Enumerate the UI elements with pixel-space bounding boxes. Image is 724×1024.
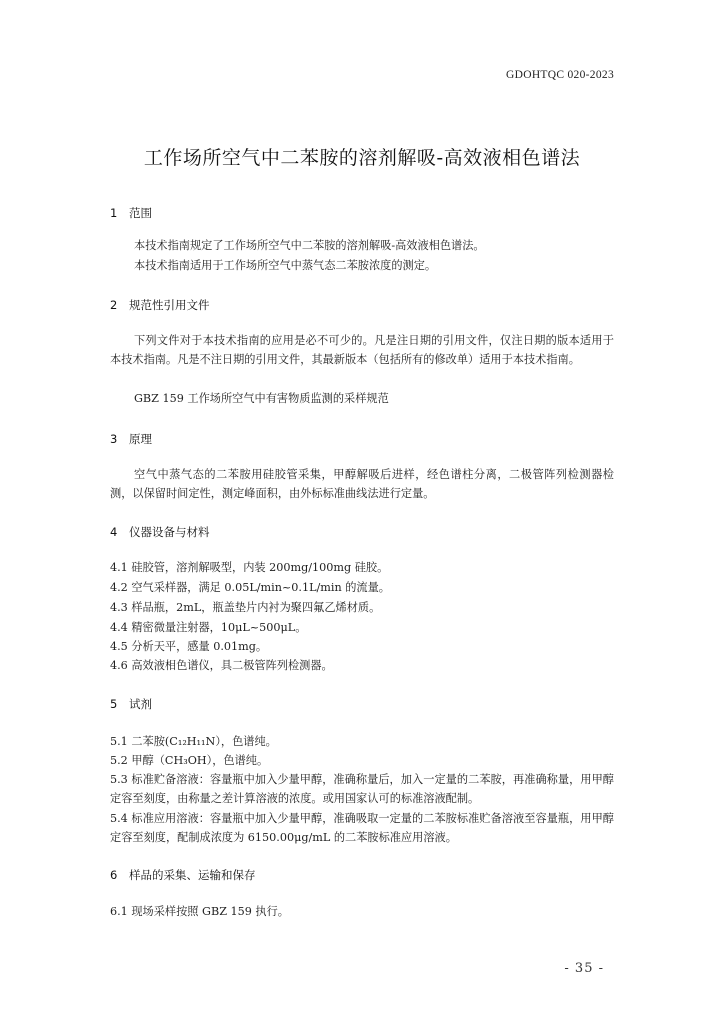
section-number: 5: [110, 697, 118, 711]
section-title: 仪器设备与材料: [129, 525, 210, 539]
section-heading-4: [110, 524, 210, 540]
list-item: 5.4 标准应用溶液：容量瓶中加入少量甲醇，准确吸取一定量的二苯胺标准贮备溶液至容量瓶，用甲醇定容至刻度，配制成浓度为 6150.00μg/mL 的二苯胺标准应用溶液。: [110, 812, 614, 844]
paragraph: 本技术指南适用于工作场所空气中蒸气态二苯胺浓度的测定。: [134, 259, 437, 272]
section-heading-6: [110, 867, 256, 883]
section-title: 原理: [129, 432, 152, 446]
list-item: 4.6 高效液相色谱仪，具二极管阵列检测器。: [110, 659, 333, 672]
list-item: 4.4 精密微量注射器，10μL~500μL。: [110, 621, 307, 634]
section-number: 1: [110, 206, 118, 220]
document-title: 工作场所空气中二苯胺的溶剂解吸-高效液相色谱法: [143, 147, 581, 169]
paragraph: 空气中蒸气态的二苯胺用硅胶管采集，甲醇解吸后进样，经色谱柱分离，二极管阵列检测器检测，以保留时间定性，测定峰面积，由外标标准曲线法进行定量。: [110, 468, 614, 500]
list-item: 6.1 现场采样按照 GBZ 159 执行。: [110, 905, 289, 918]
section-number: 2: [110, 298, 118, 312]
list-item: 4.3 样品瓶，2mL，瓶盖垫片内衬为聚四氟乙烯材质。: [110, 601, 381, 614]
paragraph: 本技术指南规定了工作场所空气中二苯胺的溶剂解吸-高效液相色谱法。: [134, 239, 485, 252]
section-heading-5: [110, 696, 152, 712]
list-item: 4.1 硅胶管，溶剂解吸型，内装 200mg/100mg 硅胶。: [110, 561, 389, 574]
list-item: 4.5 分析天平，感量 0.01mg。: [110, 640, 268, 653]
list-item: 5.1 二苯胺(C₁₂H₁₁N），色谱纯。: [110, 735, 277, 748]
paragraph: 下列文件对于本技术指南的应用是必不可少的。凡是注日期的引用文件，仅注日期的版本适用于本技术指南。凡是不注日期的引用文件，其最新版本（包括所有的修改单）适用于本技术指南。: [110, 334, 614, 366]
section-heading-3: [110, 431, 152, 447]
section-title: 规范性引用文件: [129, 298, 210, 312]
reference-item: GBZ 159 工作场所空气中有害物质监测的采样规范: [134, 392, 389, 405]
list-item: 4.2 空气采样器，满足 0.05L/min~0.1L/min 的流量。: [110, 581, 390, 594]
section-number: 3: [110, 432, 118, 446]
list-item: 5.2 甲醇（CH₃OH），色谱纯。: [110, 754, 269, 767]
section-heading-2: [110, 297, 210, 313]
section-number: 6: [110, 868, 118, 882]
list-item: 5.3 标准贮备溶液：容量瓶中加入少量甲醇，准确称量后，加入一定量的二苯胺，再准确称量，用甲醇定容至刻度，由称量之差计算溶液的浓度。或用国家认可的标准溶液配制。: [110, 773, 614, 805]
page-number: - 35 -: [564, 961, 604, 976]
section-title: 范围: [129, 206, 152, 220]
section-title: 试剂: [129, 697, 152, 711]
section-heading-1: [110, 205, 152, 221]
document-code: GDOHTQC 020-2023: [506, 69, 614, 81]
section-number: 4: [110, 525, 118, 539]
section-title: 样品的采集、运输和保存: [129, 868, 256, 882]
